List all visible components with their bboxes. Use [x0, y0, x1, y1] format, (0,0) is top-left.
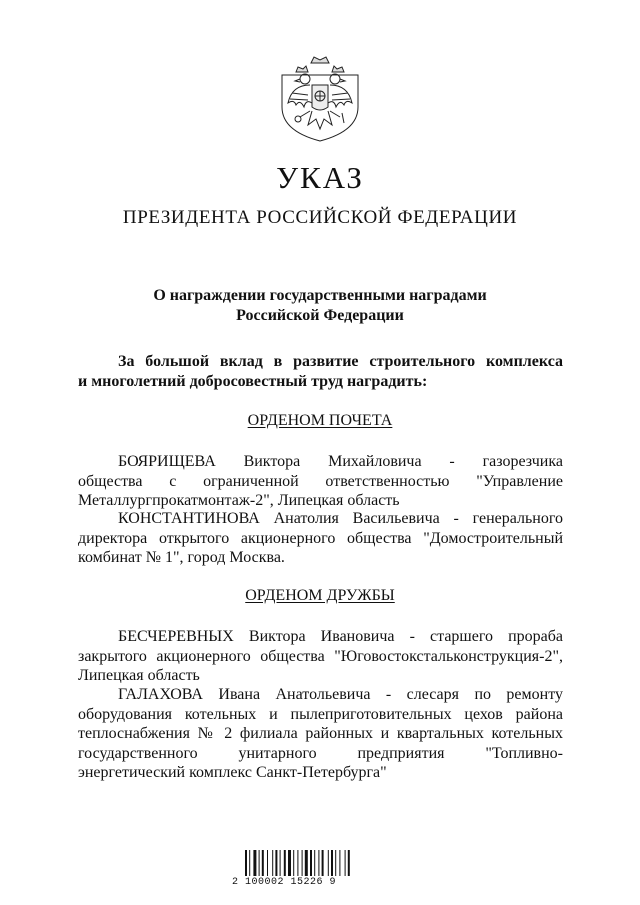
decree-title: УКАЗ [276, 160, 364, 195]
decree-subtitle: ПРЕЗИДЕНТА РОССИЙСКОЙ ФЕДЕРАЦИИ [122, 207, 518, 228]
awardee-line: энергетический комплекс Санкт-Петербурга" [78, 764, 387, 781]
awardee-line: Липецкая область [78, 667, 200, 684]
coat-of-arms-icon [278, 55, 362, 143]
awardee-line: БОЯРИЩЕВА Виктора Михайловича - газорезчика [118, 453, 563, 470]
awardee-line: государственного унитарного предприятия "Топливно- [78, 744, 563, 762]
section-title-order-of-friendship: ОРДЕНОМ ДРУЖБЫ [245, 587, 395, 604]
awardee-line: закрытого акционерного общества "Юговостокстальконструкция-2", [78, 647, 563, 665]
intro-paragraph [78, 352, 563, 392]
barcode-icon [243, 842, 403, 882]
heading-line: Российской Федерации [236, 307, 404, 324]
awardee-paragraph [78, 452, 563, 511]
section-title-order-of-honour: ОРДЕНОМ ПОЧЕТА [247, 412, 393, 429]
intro-line: За большой вклад в развитие строительного комплекса [118, 353, 563, 370]
intro-line: и многолетний добросовестный труд наградить: [78, 373, 428, 390]
awardee-line: ГАЛАХОВА Ивана Анатольевича - слесаря по ремонту [118, 686, 563, 703]
heading-line: О награждении государственными наградами [153, 287, 487, 304]
awardee-line: КОНСТАНТИНОВА Анатолия Васильевича - генерального [118, 510, 563, 527]
awardee-line: БЕСЧЕРЕВНЫХ Виктора Ивановича - старшего прораба [118, 628, 563, 645]
decree-heading [0, 286, 640, 326]
awardee-line: Металлургпрокатмонтаж-2", Липецкая область [78, 492, 400, 509]
barcode-number: 2 100002 15226 9 [232, 877, 337, 888]
awardee-line: теплоснабжения № 2 филиала районных и квартальных котельных [78, 725, 563, 742]
awardee-paragraph [78, 509, 563, 568]
awardee-line: оборудования котельных и пылеприготовительных цехов района [78, 705, 563, 723]
awardee-line: общества с ограниченной ответственностью "Управление [78, 472, 563, 490]
awardee-line: директора открытого акционерного общества "Домостроительный [78, 529, 563, 547]
awardee-line: комбинат № 1", город Москва. [78, 549, 285, 566]
awardee-paragraph [78, 627, 563, 686]
awardee-paragraph [78, 685, 563, 783]
